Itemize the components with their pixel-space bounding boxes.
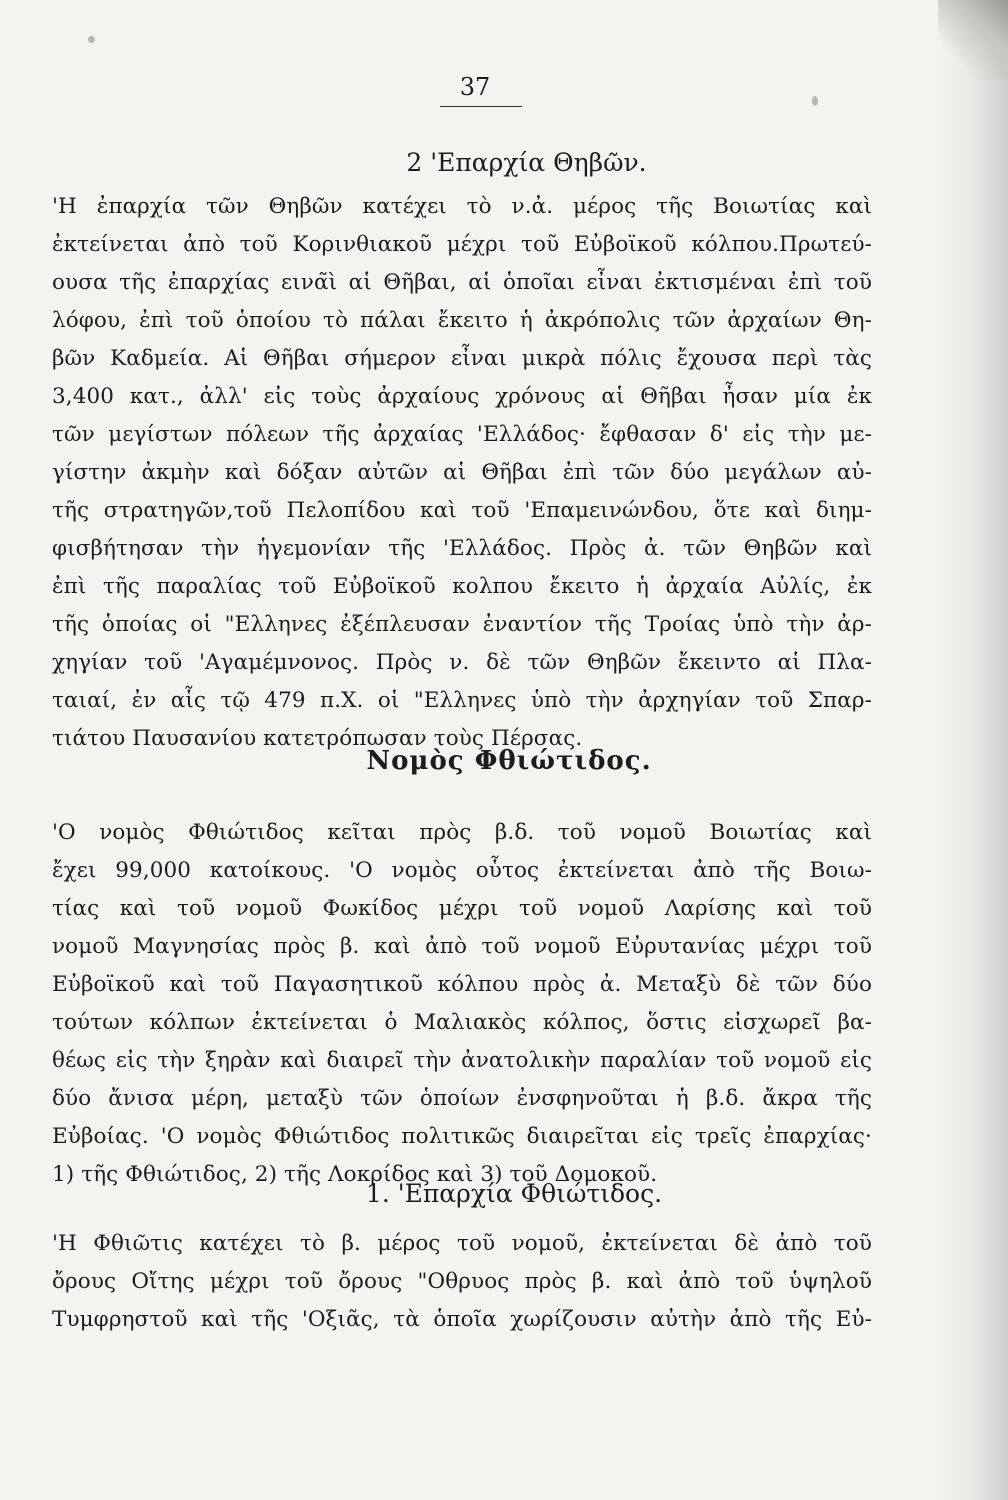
text-line: γίστην ἀκμὴν καὶ δόξαν αὐτῶν αἱ Θῆβαι ἐπὶ τῶν δύο μεγάλων αὐ- [52, 460, 872, 485]
text-line: 'Η ἐπαρχία τῶν Θηβῶν κατέχει τὸ ν.ἀ. μέρος τῆς Βοιωτίας καὶ [52, 194, 872, 219]
text-line: τῆς ὁποίας οἱ "Ελληνες ἐξέπλευσαν ἐναντίον τῆς Τροίας ὑπὸ τὴν ἀρ- [52, 612, 872, 637]
text-line: χηγίαν τοῦ 'Αγαμέμνονος. Πρὸς ν. δὲ τῶν Θηβῶν ἔκειντο αἱ Πλα- [52, 650, 872, 675]
page-number: 37 [459, 73, 491, 101]
text-line: τῶν μεγίστων πόλεων τῆς ἀρχαίας 'Ελλάδος· ἔφθασαν δ' εἰς τὴν με- [52, 422, 872, 447]
text-line: ὄρους Οἴτης μέχρι τοῦ ὄρους "Οθρυος πρὸς β. καὶ ἀπὸ τοῦ ὑψηλοῦ [52, 1269, 872, 1294]
page-number-rule [440, 106, 522, 107]
paper-speck [812, 96, 818, 106]
text-line: τῆς στρατηγῶν,τοῦ Πελοπίδου καὶ τοῦ 'Επαμεινώνδου, ὅτε καὶ διημ- [52, 498, 872, 523]
text-line: τούτων κόλπων ἐκτείνεται ὁ Μαλιακὸς κόλπος, ὅστις εἰσχωρεῖ βα- [52, 1010, 872, 1035]
text-line: 1) τῆς Φθιώτιδος, 2) τῆς Λοκρίδος καὶ 3) τοῦ Δομοκοῦ. [52, 1162, 658, 1187]
paragraph-nomos [52, 814, 872, 1187]
text-line: ἐκτείνεται ἀπὸ τοῦ Κορινθιακοῦ μέχρι τοῦ Εὐβοϊκοῦ κόλπου.Πρωτεύ- [52, 232, 872, 257]
text-line: βῶν Καδμεία. Αἱ Θῆβαι σήμερον εἶναι μικρὰ πόλις ἔχουσα περὶ τὰς [52, 346, 872, 371]
paragraph-thebes [52, 188, 872, 751]
text-line: τίας καὶ τοῦ νομοῦ Φωκίδος μέχρι τοῦ νομοῦ Λαρίσης καὶ τοῦ [52, 896, 872, 921]
text-line: ἐπὶ τῆς παραλίας τοῦ Εὐβοϊκοῦ κολπου ἔκειτο ἡ ἀρχαία Αὐλίς, ἐκ [52, 574, 872, 599]
text-line: ταιαί, ἐν αἷς τῷ 479 π.Χ. οἱ "Ελληνες ὑπὸ τὴν ἀρχηγίαν τοῦ Σπαρ- [52, 688, 872, 713]
section-heading-fthiotis: 1. 'Επαρχία Φθιώτιδος. [365, 1179, 663, 1208]
text-line: τιάτου Παυσανίου κατετρόπωσαν τοὺς Πέρσας. [52, 726, 583, 751]
text-line: δύο ἄνισα μέρη, μεταξὺ τῶν ὁποίων ἐνσφηνοῦται ἡ β.δ. ἄκρα τῆς [52, 1086, 872, 1111]
section-heading-thebes: 2 'Επαρχία Θηβῶν. [406, 148, 647, 177]
text-line: 'Ο νομὸς Φθιώτιδος κεῖται πρὸς β.δ. τοῦ νομοῦ Βοιωτίας καὶ [52, 820, 872, 845]
text-line: Εὐβοϊκοῦ καὶ τοῦ Παγασητικοῦ κόλπου πρὸς ἀ. Μεταξὺ δὲ τῶν δύο [52, 972, 872, 997]
text-line: φισβήτησαν τὴν ἡγεμονίαν τῆς 'Ελλάδος. Πρὸς ἀ. τῶν Θηβῶν καὶ [52, 536, 872, 561]
text-line: νομοῦ Μαγνησίας πρὸς β. καὶ ἀπὸ τοῦ νομοῦ Εὐρυτανίας μέχρι τοῦ [52, 934, 872, 959]
text-line: 3,400 κατ., ἀλλ' εἰς τοὺς ἀρχαίους χρόνους αἱ Θῆβαι ἦσαν μία ἐκ [52, 384, 872, 409]
text-line: Τυμφρηστοῦ καὶ τῆς 'Οξιᾶς, τὰ ὁποῖα χωρίζουσιν αὐτὴν ἀπὸ τῆς Εὐ- [52, 1307, 872, 1332]
text-line: 'Η Φθιῶτις κατέχει τὸ β. μέρος τοῦ νομοῦ, ἐκτείνεται δὲ ἀπὸ τοῦ [52, 1231, 872, 1256]
paper-speck [88, 36, 95, 43]
text-line: ουσα τῆς ἐπαρχίας εινα̃ὶ αἱ Θῆβαι, αἱ ὁποῖαι εἶναι ἐκτισμέναι ἐπὶ τοῦ [52, 270, 872, 295]
text-line: ἔχει 99,000 κατοίκους. 'Ο νομὸς οὗτος ἐκτείνεται ἀπὸ τῆς Βοιω- [52, 858, 872, 883]
text-line: θέως εἰς τὴν ξηρὰν καὶ διαιρεῖ τὴν ἀνατολικὴν παραλίαν τοῦ νομοῦ εἰς [52, 1048, 872, 1073]
page-corner-curl [938, 0, 1008, 80]
section-heading-nomos: Νομὸς Φθιώτιδος. [366, 746, 652, 776]
text-line: λόφου, ἐπὶ τοῦ ὁποίου τὸ πάλαι ἔκειτο ἡ ἀκρόπολις τῶν ἀρχαίων Θη- [52, 308, 872, 333]
paragraph-fthiotis [52, 1225, 872, 1340]
text-line: Εὐβοίας. 'Ο νομὸς Φθιώτιδος πολιτικῶς διαιρεῖται εἰς τρεῖς ἐπαρχίας· [52, 1124, 872, 1149]
